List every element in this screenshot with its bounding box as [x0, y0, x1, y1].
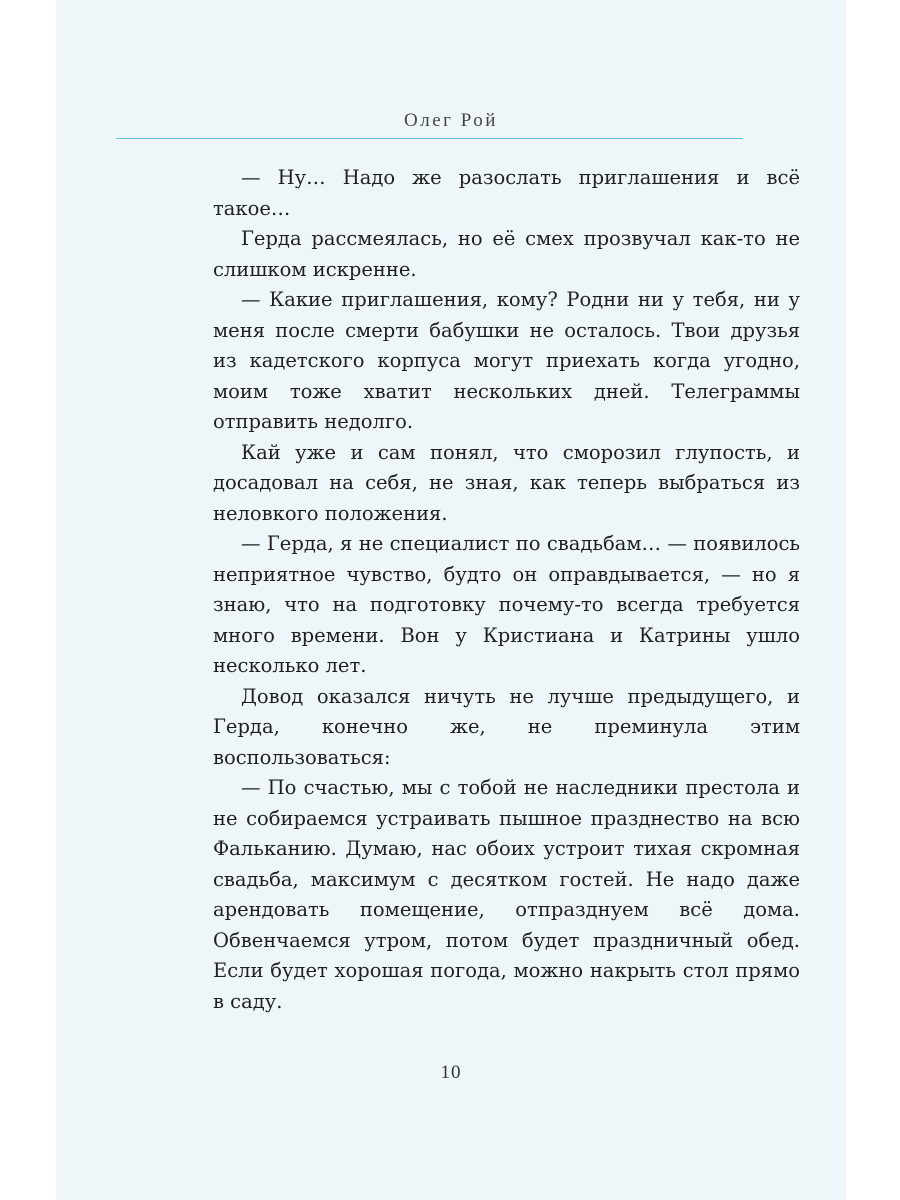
book-page: [56, 0, 846, 1200]
page-number: 10: [440, 1062, 462, 1083]
paragraph: Кай уже и сам понял, что сморозил глупость, и досадовал на себя, не зная, как теперь выбраться из неловкого положения.: [213, 440, 800, 525]
paragraph: — Ну… Надо же разослать приглашения и всё такое…: [213, 166, 800, 220]
running-header-author: Олег Рой: [404, 110, 498, 131]
paragraph: Довод оказался ничуть не лучше предыдущего, и Герда, конечно же, не преминула этим воспользоваться:: [213, 684, 800, 769]
paragraph: — Какие приглашения, кому? Родни ни у тебя, ни у меня после смерти бабушки не осталось. Твои друзья из кадетского корпуса могут приехать когда угодно, моим тоже хватит нескольких дней. Телеграммы отправить недолго.: [213, 288, 800, 433]
paragraph: — По счастью, мы с тобой не наследники престола и не собираемся устраивать пышное празднество на всю Фальканию. Думаю, нас обоих устроит тихая скромная свадьба, максимум с десятком гостей. Не надо даже арендовать помещение, отпразднуем всё дома. Обвенчаемся утром, потом будет праздничный обед. Если будет хорошая погода, можно накрыть стол прямо в саду.: [213, 776, 800, 1013]
text-body: [213, 163, 800, 1017]
paragraph: — Герда, я не специалист по свадьбам… — появилось неприятное чувство, будто он оправдывается, — но я знаю, что на подготовку почему-то всегда требуется много времени. Вон у Кристиана и Катрины ушло несколько лет.: [213, 532, 800, 677]
paragraph: Герда рассмеялась, но её смех прозвучал как-то не слишком искренне.: [213, 227, 800, 281]
header-divider: [116, 138, 743, 139]
